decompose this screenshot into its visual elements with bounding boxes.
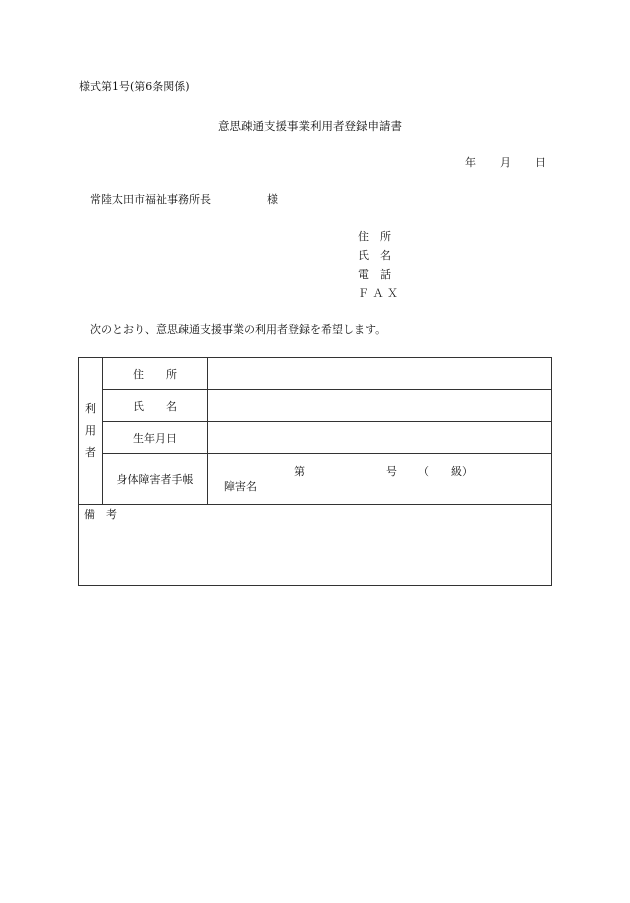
user-side-char: 者 [85,446,96,459]
applicant-fax-label: Ｆ Ａ Ｘ [358,287,398,300]
user-side-label [79,358,103,505]
handbook-label: 身体障害者手帳 [103,454,208,505]
document-title: 意思疎通支援事業利用者登録申請書 [218,119,402,133]
date-year-label: 年 [465,156,476,169]
applicant-name-label: 氏 名 [358,249,391,262]
applicant-address-label: 住 所 [358,230,391,243]
handbook-grade: 級） [451,465,473,478]
handbook-field[interactable] [208,454,552,505]
notes-field[interactable] [79,505,552,586]
birthdate-field[interactable] [208,422,552,454]
birthdate-label: 生年月日 [103,422,208,454]
applicant-phone-label: 電 話 [358,268,391,281]
date-month-label: 月 [500,156,511,169]
handbook-paren-open: （ [418,465,429,478]
addressee-name: 常陸太田市福祉事務所長 [90,193,211,206]
handbook-no-prefix: 第 [294,465,305,478]
form-number: 様式第1号(第6条関係) [79,80,190,93]
address-field[interactable] [208,358,552,390]
address-label: 住 所 [103,358,208,390]
registration-table [78,357,552,586]
addressee-honorific: 様 [267,193,278,206]
date-day-label: 日 [535,156,546,169]
user-side-char: 用 [85,424,96,437]
user-side-char: 利 [85,402,96,415]
body-text: 次のとおり、意思疎通支援事業の利用者登録を希望します。 [90,323,387,336]
notes-label: 備 考 [84,508,117,521]
handbook-no-suffix: 号 [386,465,397,478]
name-label: 氏 名 [103,390,208,422]
disability-name-label: 障害名 [224,480,257,493]
name-field[interactable] [208,390,552,422]
